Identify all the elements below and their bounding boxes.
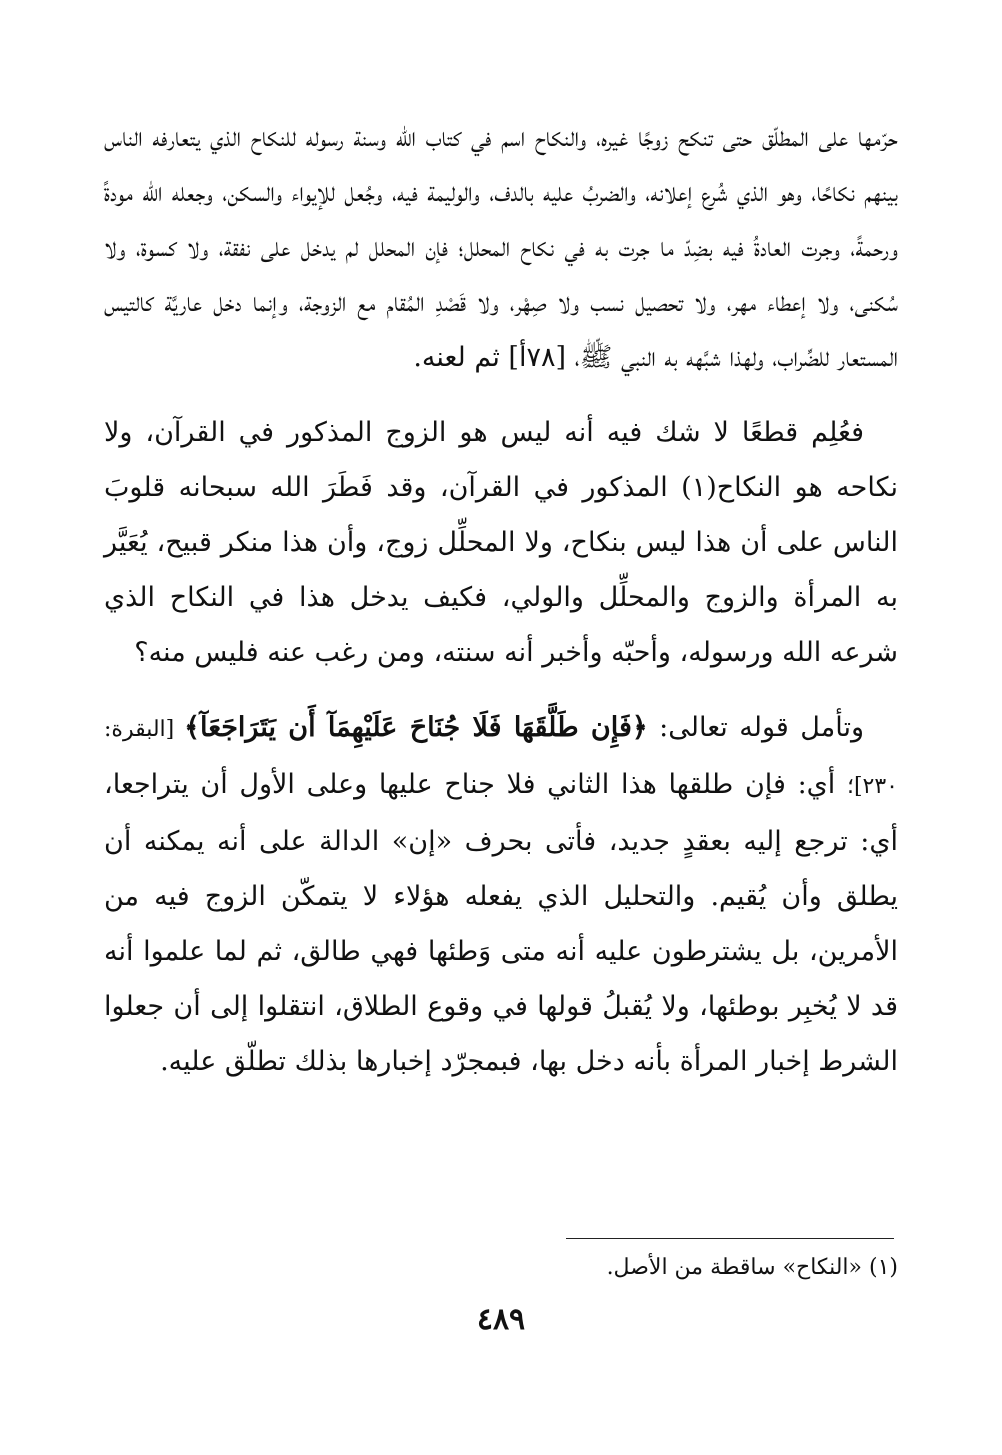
quran-verse: ﴿فَإِن طَلَّقَهَا فَلَا جُنَاحَ عَلَيْهِمَآ أَن يَتَرَاجَعَآ﴾ <box>184 712 648 743</box>
paragraph-2: فعُلِم قطعًا لا شك فيه أنه ليس هو الزوج المذكور في القرآن، ولا نكاحه هو النكاح(١) المذكور في القرآن، وقد فَطَرَ الله سبحانه قلوبَ الناس على أن هذا ليس بنكاح، ولا المحلِّل زوج، وأن هذا منكر قبيح، يُعَيَّر به المرأة والزوج والمحلِّل والولي، فكيف يدخل هذا في النكاح الذي شرعه الله ورسوله، وأحبّه وأخبر أنه سنته، ومن رغب عنه فليس منه؟ <box>104 417 898 668</box>
footnote: (١) «النكاح» ساقطة من الأصل. <box>606 1255 898 1280</box>
verse-reference: [البقرة: ٢٣٠]؛ <box>104 717 898 799</box>
page-number: ٤٨٩ <box>476 1302 526 1337</box>
paragraph-3-intro: وتأمل قوله تعالى: <box>647 712 864 743</box>
paragraph-1: حرّمها على المطلّق حتى تنكح زوجًا غيره، والنكاح اسم في كتاب الله وسنة رسوله للنكاح الذي يتعارفه الناس بينهم نكاحًا، وهو الذي شُرع إعلانه، والضربُ عليه بالدف، والوليمة فيه، وجُعل للإيواء والسكن، وجعله الله مودةً ورحمةً، وجرت العادةُ فيه بضِدّ ما جرت به في نكاح المحلل؛ فإن المحلل لم يدخل على نفقة، ولا كسوة، ولا سُكنى، ولا إعطاء مهر، ولا تحصيل نسب ولا صِهْر، ولا قَصْدِ المُقام مع الزوجة، وإنما دخل عاريَّة كالتيس المستعار للضِّراب، ولهذا شبَّهه به النبي ﷺ، [٧٨أ] ثم لعنه. <box>104 122 898 373</box>
main-text <box>104 110 898 1089</box>
paragraph-3 <box>104 700 898 1089</box>
paragraph-3-body: أي: فإن طلقها هذا الثاني فلا جناح عليها وعلى الأول أن يتراجعا، أي: ترجع إليه بعقدٍ جديد، فأتى بحرف «إن» الدالة على أنه يمكنه أن يطلق وأن يُقيم. والتحليل الذي يفعله هؤلاء لا يتمكّن الزوج فيه من الأمرين، بل يشترطون عليه أنه متى وَطئها فهي طالق، ثم لما علموا أنه قد لا يُخبِر بوطئها، ولا يُقبلُ قولها في وقوع الطلاق، انتقلوا إلى أن جعلوا الشرط إخبار المرأة بأنه دخل بها، فبمجرّد إخبارها بذلك تطلّق عليه. <box>104 769 898 1077</box>
footnote-divider <box>566 1238 894 1239</box>
